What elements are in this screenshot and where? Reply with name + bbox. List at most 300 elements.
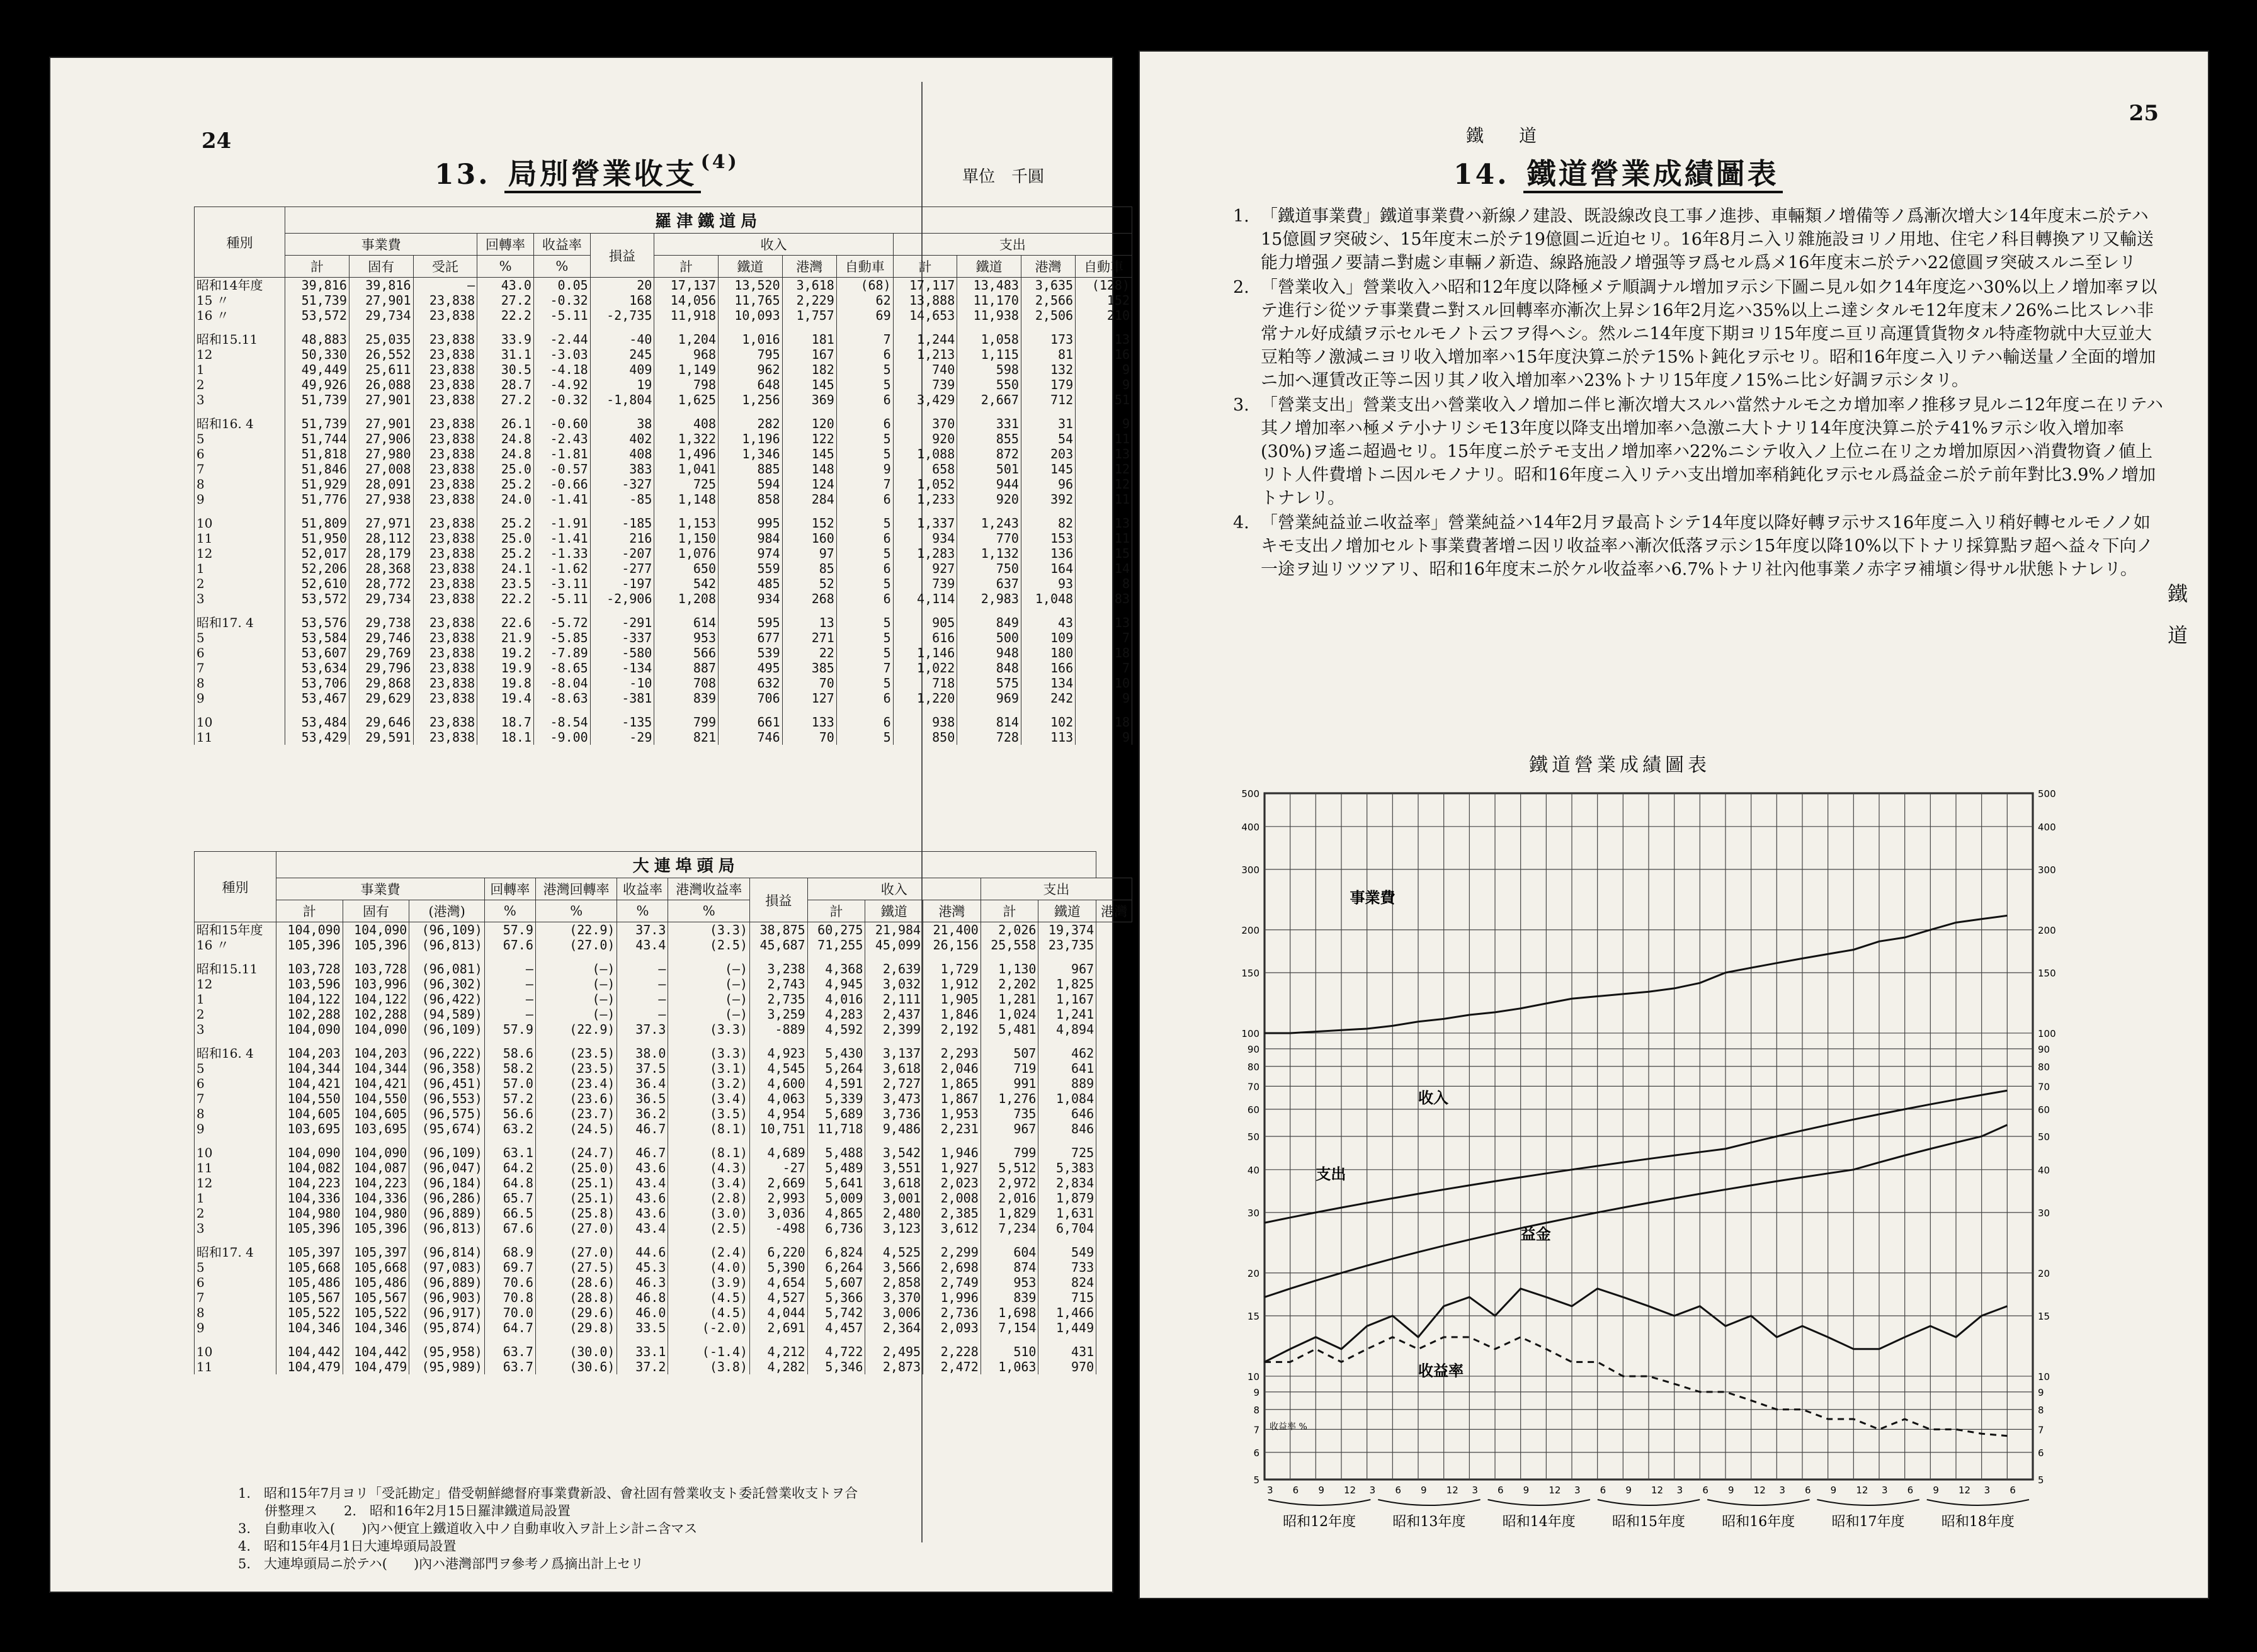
table-row [195,630,1132,645]
table-cell: 1,865 [923,1076,981,1091]
column-header: 受託 [413,256,477,278]
table-cell: 57.9 [484,922,535,938]
table-cell: -1,804 [590,392,654,407]
table-cell: 103,695 [276,1121,343,1136]
table-cell [349,507,413,516]
table-cell: 2,749 [923,1275,981,1290]
table-cell: 5 [836,615,893,630]
table-cell: 984 [719,531,783,546]
table-row [195,576,1132,591]
table-cell: 1,698 [981,1305,1038,1320]
table-cell: 28,179 [349,546,413,561]
table-cell: (96,575) [409,1106,485,1121]
table-cell: 2,437 [865,1007,923,1022]
y-tick-label-left: 10 [1247,1371,1259,1383]
row-label: 9 [195,1121,276,1136]
column-header: 鐵道 [719,256,783,278]
table-cell: 105,396 [343,1221,409,1236]
table-cell: -8.54 [533,715,590,730]
table-row [195,561,1132,576]
table-cell: 542 [654,576,719,591]
table-cell [1038,1335,1096,1344]
table-cell: 242 [1021,691,1075,706]
table-cell: 105,397 [343,1245,409,1260]
table-cell: 4,591 [807,1076,865,1091]
table-cell: 3,635 [1021,278,1075,293]
table-cell: 29,629 [349,691,413,706]
table-row [195,362,1132,377]
table-cell: 462 [1038,1046,1096,1061]
table-cell: 45,687 [750,937,808,953]
table-cell [1076,323,1132,332]
table-cell: 12 [1076,477,1132,492]
table-cell: 27,008 [349,461,413,477]
table-cell [533,407,590,416]
table-cell: 2,192 [923,1022,981,1037]
table-cell: 23,838 [413,431,477,446]
row-label: 10 [195,1344,276,1359]
table-cell: — [617,992,668,1007]
table-cell: 938 [893,715,957,730]
table-cell: 51,739 [285,416,350,431]
table-row [195,660,1132,676]
table-cell: 974 [719,546,783,561]
table-cell: 29,868 [349,676,413,691]
table-cell: -27 [750,1160,808,1175]
table-cell: 13 [1076,446,1132,461]
row-label [195,1236,276,1245]
table-cell: 57.0 [484,1076,535,1091]
commentary-item [1233,511,2165,581]
row-label [195,323,285,332]
table-cell: 64.2 [484,1160,535,1175]
table-cell: 1,150 [654,531,719,546]
table-cell: 33.1 [617,1344,668,1359]
table-cell: 166 [1021,660,1075,676]
running-header: 鐵 道 [1466,125,1537,146]
table-cell: 799 [654,715,719,730]
table-cell: 370 [893,416,957,431]
table-cell: 2,735 [750,992,808,1007]
table-cell [1038,953,1096,961]
table-cell: 38,875 [750,922,808,938]
table-cell: 23,838 [413,645,477,660]
table-cell [413,606,477,615]
table-cell [750,1236,808,1245]
y-tick-label-left: 80 [1247,1061,1259,1073]
table-cell: 4,114 [893,591,957,606]
table-cell [535,1037,617,1046]
y-tick-label-right: 500 [2038,788,2056,800]
table-cell: 408 [590,446,654,461]
month-tick-label: 6 [1600,1485,1606,1496]
row-label: 12 [195,976,276,992]
table-cell: 46.0 [617,1305,668,1320]
table-cell: 105,567 [343,1290,409,1305]
table-cell: 37.3 [617,922,668,938]
table-cell: -185 [590,516,654,531]
month-tick-label: 9 [1318,1485,1324,1496]
railway-bureau-table [194,206,1132,745]
table-cell: 39,816 [349,278,413,293]
y-tick-label-right: 10 [2038,1371,2050,1383]
table-cell: 4,368 [807,961,865,976]
table-cell [865,1236,923,1245]
y-tick-label-left: 90 [1247,1043,1259,1055]
table-cell: (-1.4) [668,1344,750,1359]
table-cell: 83 [1076,591,1132,606]
fiscal-year-label: 昭和18年度 [1941,1514,2015,1530]
table-cell: -2,735 [590,308,654,323]
table-cell [981,1136,1038,1145]
table-cell: 53,484 [285,715,350,730]
table-cell: (3.2) [668,1076,750,1091]
table-cell: 5 [836,377,893,392]
month-tick-label: 9 [1523,1485,1530,1496]
series-line [1265,1090,2007,1223]
table-cell [865,1136,923,1145]
table-cell: 1,276 [981,1091,1038,1106]
table-cell: 245 [590,347,654,362]
table-cell: (—) [535,992,617,1007]
table-cell: 29,746 [349,630,413,645]
table-cell: 1,322 [654,431,719,446]
table-cell: 4,525 [865,1245,923,1260]
table-cell: (—) [668,976,750,992]
table-cell: 27,980 [349,446,413,461]
table-cell [484,1136,535,1145]
table-cell: 11 [1076,531,1132,546]
table-cell: (4.0) [668,1260,750,1275]
table-cell [668,953,750,961]
commentary-text: 「營業純益並ニ收益率」營業純益ハ14年2月ヲ最高トシテ14年度以降好轉ヲ示サス16年度ニ入リ稍好轉セルモノノ如キモ支出ノ增加セルト事業費著增ニ因リ收益率ハ漸次低落ヲ示シ15年度以降10%以下トナリ採算點ヲ超ヘ益々下向ノ一途ヲ辿リツツアリ、昭和16年度末ニ於ケル收益率ハ6.7%トナリ社內他事業ノ赤字ヲ補塡シ得サル狀態トナレリ。 [1261,513,2154,579]
table-cell: 14 [1076,561,1132,576]
table-cell: 3,566 [865,1260,923,1275]
group-expense: 支出 [893,234,1132,256]
table-cell: (96,917) [409,1305,485,1320]
table-cell: 549 [1038,1245,1096,1260]
table-cell: 43 [1021,615,1075,630]
table-cell: 52,610 [285,576,350,591]
row-label: 3 [195,1022,276,1037]
table-cell: 385 [782,660,836,676]
column-header: (港灣) [409,900,485,922]
table-cell: 49,449 [285,362,350,377]
month-tick-label: 12 [1549,1485,1561,1496]
table-cell [782,323,836,332]
table-row [195,1121,1132,1136]
table-cell: 495 [719,660,783,676]
table-cell [477,407,534,416]
row-label [195,407,285,416]
table-cell: 4,894 [1038,1022,1096,1037]
table-cell: -40 [590,332,654,347]
table-cell: 6,736 [807,1221,865,1236]
table-cell: (4.5) [668,1290,750,1305]
y-tick-label-left: 7 [1253,1424,1259,1436]
series-line [1265,1125,2007,1298]
row-label: 1 [195,561,285,576]
group-harbor-return: 港灣收益率 [668,878,750,900]
side-label-char: 道 [2167,623,2188,647]
table-cell: 25.2 [477,546,534,561]
table-cell: 2,228 [923,1344,981,1359]
y-tick-label-right: 300 [2038,864,2056,876]
table-cell: 23,838 [413,676,477,691]
table-cell: -1.41 [533,492,590,507]
table-row [195,676,1132,691]
table-cell: 2,364 [865,1320,923,1335]
row-label: 2 [195,1007,276,1022]
table-cell [535,1335,617,1344]
table-cell: 6,264 [807,1260,865,1275]
row-spacer [195,507,1132,516]
column-header: 計 [893,256,957,278]
table-cell: (96,109) [409,1022,485,1037]
table-cell: 23,838 [413,416,477,431]
table-cell [276,1335,343,1344]
performance-chart [1214,781,2108,1568]
table-row [195,416,1132,431]
table-cell: 27,971 [349,516,413,531]
table-cell: 677 [719,630,783,645]
table-cell: (29.6) [535,1305,617,1320]
table-cell: (96,109) [409,922,485,938]
table-cell: (23.7) [535,1106,617,1121]
row-spacer [195,606,1132,615]
table-cell: 43.6 [617,1160,668,1175]
table-cell: 26.1 [477,416,534,431]
month-tick-label: 6 [1498,1485,1504,1496]
table-cell: (96,422) [409,992,485,1007]
row-label: 8 [195,1106,276,1121]
table-cell: 46.3 [617,1275,668,1290]
row-label: 9 [195,691,285,706]
table-cell: 105,397 [276,1245,343,1260]
table-cell: 23,838 [413,531,477,546]
table-cell: 4,654 [750,1275,808,1290]
column-header: 計 [285,256,350,278]
table-cell: 4,545 [750,1061,808,1076]
month-tick-label: 6 [2010,1485,2016,1496]
series-line [1265,1337,2007,1436]
table-cell: (96,813) [409,937,485,953]
table-cell: 51,809 [285,516,350,531]
table-row [195,1145,1132,1160]
column-header: % [668,900,750,922]
table-row [195,1091,1132,1106]
table-cell: 179 [1021,377,1075,392]
table-cell [1021,507,1075,516]
table-cell: 52,206 [285,561,350,576]
table-cell [782,507,836,516]
table-cell: 2,016 [981,1191,1038,1206]
footnote: 1. 昭和15年7月ヨリ「受託勘定」借受朝鮮總督府事業費新設、會社固有營業收支ト委託營業收支トヲ合 [238,1486,858,1501]
table-cell: 798 [654,377,719,392]
table-cell [484,1236,535,1245]
table-cell: 103,695 [343,1121,409,1136]
y-tick-label-left: 400 [1241,821,1259,833]
row-label: 16 〃 [195,937,276,953]
table-cell: 1,625 [654,392,719,407]
table-cell: 5,366 [807,1290,865,1305]
table-cell: 5,607 [807,1275,865,1290]
table-cell: 2,111 [865,992,923,1007]
table-cell: 4,016 [807,992,865,1007]
table-cell: 1,829 [981,1206,1038,1221]
table-cell: 848 [957,660,1021,676]
table-cell [750,1335,808,1344]
table-cell: (-2.0) [668,1320,750,1335]
table-cell [535,1236,617,1245]
table-cell: 27.2 [477,293,534,308]
table-cell [533,323,590,332]
table-cell: 9,486 [865,1121,923,1136]
table-cell [836,706,893,715]
row-label: 2 [195,1206,276,1221]
table-cell: 2,743 [750,976,808,992]
table-cell: 9 [1076,377,1132,392]
table-cell: 2,399 [865,1022,923,1037]
table-cell: 63.2 [484,1121,535,1136]
table-cell: 23,838 [413,308,477,323]
row-label: 5 [195,431,285,446]
month-tick-label: 9 [1728,1485,1734,1496]
table-cell: 36.4 [617,1076,668,1091]
commentary-number: 3. [1233,395,1249,415]
table-cell: 1,088 [893,446,957,461]
row-label: 10 [195,516,285,531]
row-label: 5 [195,1260,276,1275]
table-cell: (27.5) [535,1260,617,1275]
table-cell: 25.2 [477,516,534,531]
table-cell: 402 [590,431,654,446]
column-header: 計 [981,900,1038,922]
commentary-number: 1. [1233,206,1249,226]
table-cell: 3,542 [865,1145,923,1160]
table-cell: 104,336 [276,1191,343,1206]
y-tick-label-left: 100 [1241,1027,1259,1039]
table-cell [285,407,350,416]
railway-section-title: 羅津鐵道局 [285,207,1132,234]
table-cell: 22 [782,645,836,660]
table-cell [617,1335,668,1344]
series-label: 益金 [1520,1225,1551,1243]
fiscal-year-bracket [1707,1500,1809,1505]
table-cell: 37.3 [617,1022,668,1037]
table-cell: 5,430 [807,1046,865,1061]
table-cell: 145 [782,446,836,461]
table-cell: 23,838 [413,461,477,477]
table-cell: 49,926 [285,377,350,392]
table-cell [617,1136,668,1145]
table-cell: -207 [590,546,654,561]
table-row [195,516,1132,531]
fiscal-year-label: 昭和15年度 [1612,1514,1685,1530]
table-cell: (—) [535,1007,617,1022]
table-cell: (27.0) [535,1221,617,1236]
table-cell: 604 [981,1245,1038,1260]
row-label [195,1037,276,1046]
table-row [195,278,1132,293]
col-kind: 種別 [195,207,285,278]
fiscal-year-bracket [1927,1500,2029,1505]
table-cell: 1,016 [719,332,783,347]
commentary-text: 「營業收入」營業收入ハ昭和12年度以降極メテ順調ナル增加ヲ示シ下圖ニ見ル如ク14年度迄ハ30%以上ノ增加率ヲ以テ進行シ從ツテ事業費ニ對スル回轉率亦漸次上昇シ16年2月迄ハ35%以上ニ達シタルモ12年度末ノ26%ニ比スレハ非常ナル好成績ヲ示セルモノト云フヲ得ヘシ。然ルニ14年度下期ヨリ15年度ニ亘リ高運賃貨物タル特產物就中大豆並大豆粕等ノ激減ニヨリ收入增加率ハ15年度決算ニ於テ15%ト鈍化ヲ示セリ。昭和16年度ニ入リテハ輸送量ノ全面的增加ニ加ヘ運賃改正等ニ因リ其ノ收入增加率ハ23%トナリ15年度ノ15%ニ比シ好調ヲ示シタリ。 [1261,278,2158,390]
table-cell: 1,153 [654,516,719,531]
y-tick-label-left: 150 [1241,967,1259,979]
table-cell: 58.6 [484,1046,535,1061]
table-cell [617,1236,668,1245]
table-row [195,1305,1132,1320]
table-cell [349,706,413,715]
table-cell: 104,605 [343,1106,409,1121]
table-cell [276,1136,343,1145]
table-cell: 5,488 [807,1145,865,1160]
table-cell: 7 [836,660,893,676]
column-header: 港灣 [782,256,836,278]
table-cell: 595 [719,615,783,630]
month-tick-label: 3 [1574,1485,1581,1496]
row-label: 15 〃 [195,293,285,308]
table-cell: 51,950 [285,531,350,546]
table-cell: 210 [1076,308,1132,323]
table-cell: 2,983 [957,591,1021,606]
table-cell: (96,222) [409,1046,485,1061]
table-cell: 968 [654,347,719,362]
table-cell: 164 [1021,561,1075,576]
table-cell [484,1037,535,1046]
table-cell: 9 [1076,362,1132,377]
table-cell: 23,838 [413,377,477,392]
series-label: 事業費 [1350,888,1396,907]
table-cell: 991 [981,1076,1038,1091]
row-label: 8 [195,477,285,492]
table-cell: 5 [836,676,893,691]
month-tick-label: 12 [1344,1485,1356,1496]
table-cell: 824 [1038,1275,1096,1290]
month-tick-label: 6 [1702,1485,1708,1496]
table-cell: 23,838 [413,630,477,645]
axis-note: 收益率 % [1270,1422,1307,1432]
table-cell: 51,818 [285,446,350,461]
table-cell: 331 [957,416,1021,431]
table-cell: 109 [1021,630,1075,645]
table-cell: 616 [893,630,957,645]
row-label [195,953,276,961]
month-tick-label: 3 [1267,1485,1273,1496]
table-cell: 7 [1076,660,1132,676]
table-cell: -1.33 [533,546,590,561]
table-row [195,347,1132,362]
month-tick-label: 3 [1984,1485,1991,1496]
y-tick-label-left: 6 [1253,1447,1259,1459]
table-cell: 849 [957,615,1021,630]
table-cell: (3.3) [668,1022,750,1037]
table-cell: 1,281 [981,992,1038,1007]
table-cell: 28,112 [349,531,413,546]
table-cell: -8.04 [533,676,590,691]
group-profit: 損益 [590,234,654,278]
table-cell: 18 [1076,645,1132,660]
table-cell: 20 [590,278,654,293]
table-cell [413,323,477,332]
table-cell: 22.2 [477,591,534,606]
table-cell: 6 [836,347,893,362]
table-cell: 1,115 [957,347,1021,362]
table-cell: 795 [719,347,783,362]
table-cell: (23.4) [535,1076,617,1091]
